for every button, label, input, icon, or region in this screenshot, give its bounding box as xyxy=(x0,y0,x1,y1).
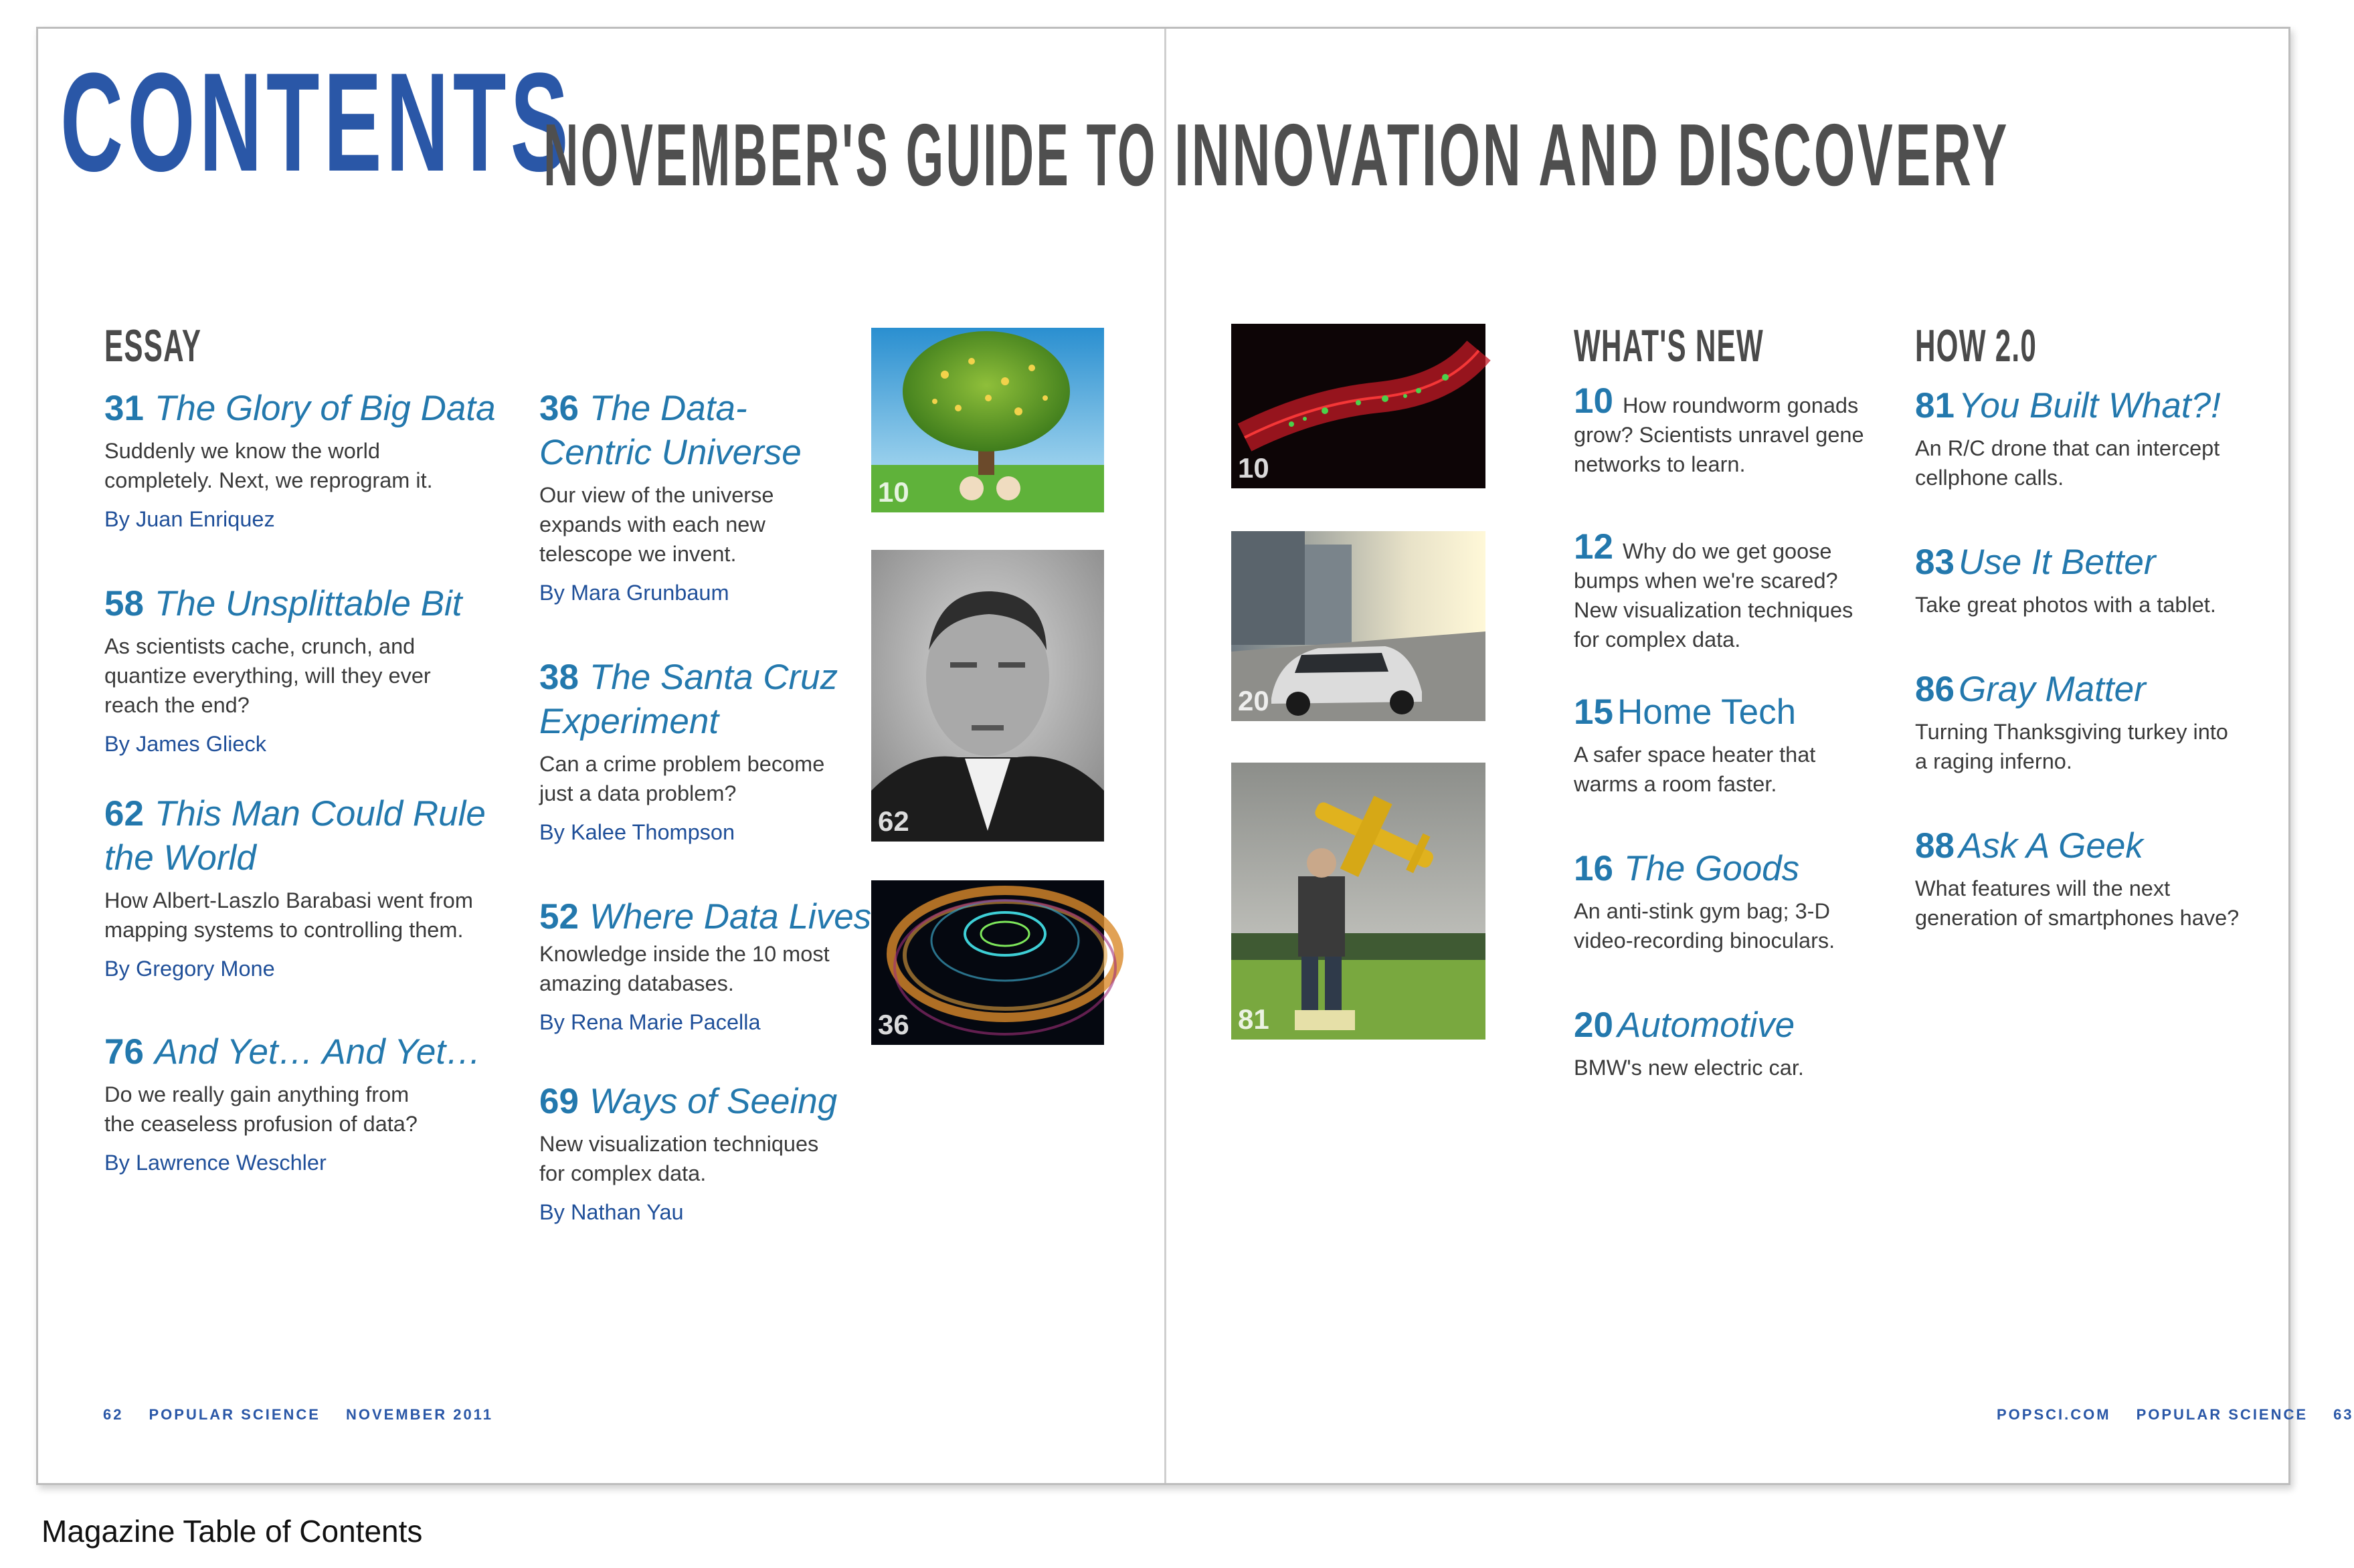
item-title: 20 Automotive xyxy=(1574,1005,1795,1045)
item-dek: A safer space heater that warms a room faster. xyxy=(1574,743,1816,796)
article-byline: By Mara Grunbaum xyxy=(539,581,729,605)
how-88[interactable] xyxy=(1915,824,2276,933)
article-dek: As scientists cache, crunch, and quantize everything, will they ever reach the end? xyxy=(104,634,431,717)
section-essay: ESSAY xyxy=(104,320,202,371)
photo-page-number: 20 xyxy=(1238,685,1269,716)
image-caption: Magazine Table of Contents xyxy=(41,1514,423,1549)
portrait-photo xyxy=(871,550,1104,842)
drone-photo xyxy=(1231,763,1485,1040)
article-dek: Do we really gain anything from the ceaseless profusion of data? xyxy=(104,1082,418,1136)
article-byline: By Rena Marie Pacella xyxy=(539,1010,761,1034)
article-title: 36 The Data- Centric Universe xyxy=(539,389,802,472)
how-81[interactable] xyxy=(1915,384,2263,492)
headline-left-tail: NOVEMBER'S GUIDE TO xyxy=(543,106,1158,204)
item-title: 81 You Built What?! xyxy=(1915,386,2221,425)
folio-magazine: POPULAR SCIENCE xyxy=(149,1406,321,1423)
article-dek: New visualization techniques for complex data. xyxy=(539,1132,819,1185)
folio-site: POPSCI.COM xyxy=(1997,1406,2111,1423)
item-title: 88 Ask A Geek xyxy=(1915,826,2143,866)
article-dek: Suddenly we know the world completely. Next, we reprogram it. xyxy=(104,439,433,492)
whats-new-10[interactable] xyxy=(1574,381,1908,479)
article-52[interactable] xyxy=(539,895,874,1035)
article-dek: Our view of the universe expands with each new telescope we invent. xyxy=(539,483,774,566)
whats-new-16[interactable] xyxy=(1574,847,1908,955)
whats-new-12[interactable] xyxy=(1574,527,1908,654)
photo-page-number: 36 xyxy=(878,1009,909,1040)
article-dek: Knowledge inside the 10 most amazing databases. xyxy=(539,942,830,995)
whats-new-15[interactable] xyxy=(1574,690,1908,799)
item-dek: An anti-stink gym bag; 3-D video-recording binoculars. xyxy=(1574,899,1835,953)
item-title: 16 The Goods xyxy=(1574,849,1800,888)
item-dek: 10 How roundworm gonads grow? Scientists unravel gene networks to learn. xyxy=(1574,381,1864,476)
photo-page-number: 10 xyxy=(878,476,909,508)
item-dek: Turning Thanksgiving turkey into a raging inferno. xyxy=(1915,720,2228,773)
article-31[interactable] xyxy=(104,387,519,532)
contents-heading: CONTENTS xyxy=(60,43,573,201)
article-title: 38 The Santa Cruz Experiment xyxy=(539,658,838,741)
article-36[interactable] xyxy=(539,387,861,605)
folio-page: 63 xyxy=(2333,1406,2354,1423)
folio-magazine: POPULAR SCIENCE xyxy=(2136,1406,2308,1423)
item-dek: Take great photos with a tablet. xyxy=(1915,593,2216,617)
item-dek: 12 Why do we get goose bumps when we're scared? New visualization techniques for complex data. xyxy=(1574,527,1853,652)
article-69[interactable] xyxy=(539,1080,874,1225)
item-dek: What features will the next generation of smartphones have? xyxy=(1915,876,2240,930)
article-38[interactable] xyxy=(539,656,861,845)
whats-new-20[interactable] xyxy=(1574,1003,1908,1082)
roundworm-photo xyxy=(1231,324,1485,488)
section-whats-new: WHAT'S NEW xyxy=(1574,320,1764,371)
item-dek: An R/C drone that can intercept cellphone calls. xyxy=(1915,436,2220,490)
item-title: 83 Use It Better xyxy=(1915,543,2156,582)
article-58[interactable] xyxy=(104,582,519,757)
folio-right xyxy=(1997,1406,2354,1424)
item-title: 15 Home Tech xyxy=(1574,692,1797,732)
article-byline: By James Glieck xyxy=(104,732,267,756)
folio-date: NOVEMBER 2011 xyxy=(345,1406,493,1423)
car-photo xyxy=(1231,531,1485,721)
article-title: 76 And Yet… And Yet… xyxy=(104,1032,482,1072)
article-title: 58 The Unsplittable Bit xyxy=(104,584,462,623)
article-byline: By Nathan Yau xyxy=(539,1200,684,1224)
article-byline: By Lawrence Weschler xyxy=(104,1151,327,1175)
rings-photo xyxy=(871,880,1104,1045)
article-title: 31 The Glory of Big Data xyxy=(104,389,496,428)
article-byline: By Juan Enriquez xyxy=(104,507,275,531)
how-86[interactable] xyxy=(1915,668,2263,776)
tree-photo xyxy=(871,328,1104,512)
article-dek: Can a crime problem become just a data problem? xyxy=(539,752,825,805)
photo-page-number: 10 xyxy=(1238,452,1269,484)
article-title: 62 This Man Could Rule the World xyxy=(104,794,486,878)
article-title: 52 Where Data Lives xyxy=(539,897,872,937)
item-title: 86 Gray Matter xyxy=(1915,670,2146,709)
article-76[interactable] xyxy=(104,1030,519,1175)
folio-page: 62 xyxy=(103,1406,124,1423)
article-byline: By Gregory Mone xyxy=(104,957,275,981)
article-dek: How Albert-Laszlo Barabasi went from mapping systems to controlling them. xyxy=(104,888,473,942)
item-dek: BMW's new electric car. xyxy=(1574,1056,1804,1080)
article-62[interactable] xyxy=(104,792,533,981)
article-byline: By Kalee Thompson xyxy=(539,820,735,844)
how-83[interactable] xyxy=(1915,541,2263,619)
page-gutter xyxy=(1164,29,1166,1483)
photo-page-number: 62 xyxy=(878,805,909,837)
folio-left xyxy=(103,1406,519,1424)
photo-page-number: 81 xyxy=(1238,1003,1269,1035)
article-title: 69 Ways of Seeing xyxy=(539,1082,838,1121)
section-how: HOW 2.0 xyxy=(1915,320,2038,371)
headline-right-tail: INNOVATION AND DISCOVERY xyxy=(1174,106,2010,204)
